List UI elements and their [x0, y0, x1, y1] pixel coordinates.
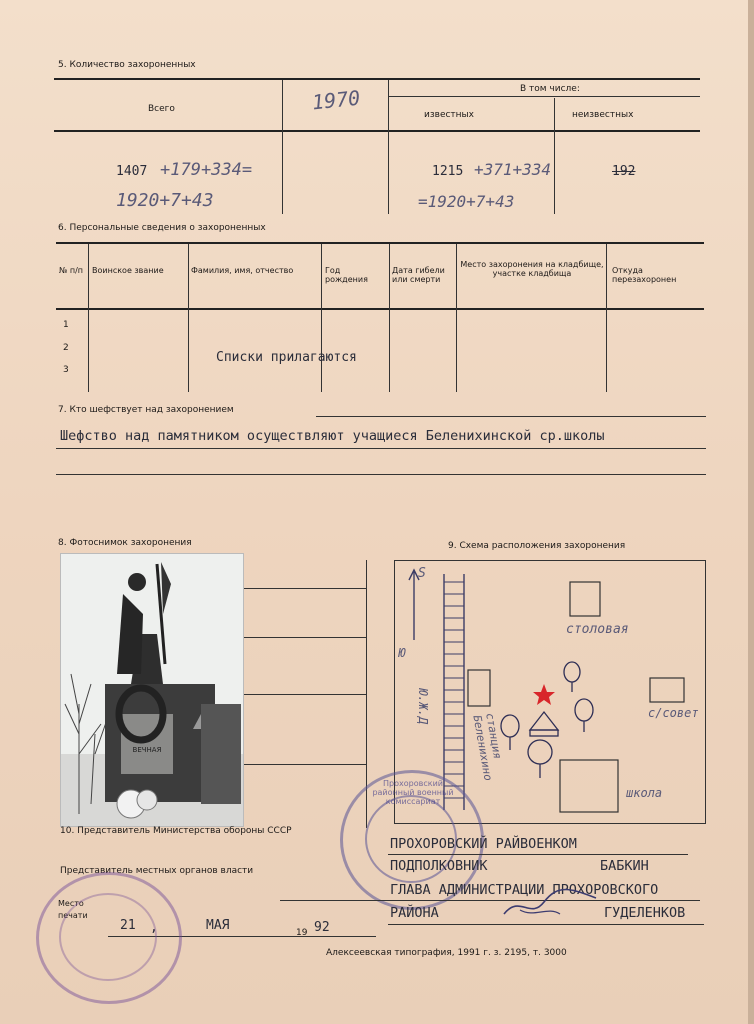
table6-divider — [321, 244, 322, 392]
north-mark: S — [418, 566, 426, 581]
table5-top-line — [54, 78, 700, 80]
svg-text:ВЕЧНАЯ: ВЕЧНАЯ — [132, 746, 162, 754]
place-of-seal-label: Место печати — [58, 899, 88, 920]
page-edge — [748, 0, 754, 1024]
photo-frame-line — [242, 588, 366, 589]
table5-header-line — [54, 130, 700, 132]
section7-line — [56, 474, 706, 475]
signature-line4a: РАЙОНА — [390, 905, 439, 921]
signature-underline — [280, 900, 700, 901]
table6-divider — [606, 244, 607, 392]
signature-line2b: БАБКИН — [600, 858, 649, 874]
section7-title: 7. Кто шефствует над захоронением — [58, 405, 234, 415]
memorial-photo-image — [61, 554, 243, 826]
known-result: =1920+7+43 — [418, 192, 515, 211]
signature-underline — [388, 924, 704, 925]
table5-divider — [282, 80, 283, 214]
section9-title: 9. Схема расположения захоронения — [448, 541, 626, 551]
known-additions: +371+334 — [474, 160, 552, 179]
col-reburied-from: Откуда перезахоронен — [612, 266, 677, 284]
unknown-label: неизвестных — [572, 110, 634, 120]
date-month: МАЯ — [206, 918, 230, 933]
signature-line3: ГЛАВА АДМИНИСТРАЦИИ ПРОХОРОВСКОГО — [390, 882, 659, 898]
patronage-text: Шефство над памятником осуществляют учащиеся Беленихинской ср.школы — [60, 428, 605, 444]
local-authority-label: Представитель местных органов власти — [60, 866, 254, 876]
section7-line — [316, 416, 706, 417]
unknown-typed: 192 — [612, 164, 636, 179]
school-label: школа — [626, 786, 663, 800]
photo-frame-line — [242, 694, 366, 695]
table6-divider — [389, 244, 390, 392]
known-label: известных — [424, 110, 474, 120]
row-number: 1 — [63, 320, 69, 330]
stamp-inner-ring — [59, 893, 157, 981]
railway-label: Ю.Ж.Д — [416, 688, 430, 725]
date-year-prefix: 19 — [296, 928, 308, 938]
signature-underline — [388, 854, 688, 855]
including-label: В том числе: — [520, 84, 580, 94]
signature-scribble — [500, 884, 600, 924]
col-number: № п/п — [59, 266, 84, 275]
printer-info: Алексеевская типография, 1991 г. з. 2195, т. 3000 — [326, 948, 567, 958]
col-name: Фамилия, имя, отчество — [191, 266, 294, 275]
table6-divider — [188, 244, 189, 392]
lists-attached-note: Списки прилагаются — [216, 350, 357, 365]
signature-line1: ПРОХОРОВСКИЙ РАЙВОЕНКОМ — [390, 836, 577, 852]
stamp-text: Прохоровский районный военный комиссариат — [372, 779, 454, 806]
total-label: Всего — [148, 104, 175, 114]
signature-line4b: ГУДЕЛЕНКОВ — [604, 905, 686, 921]
council-label: с/совет — [648, 706, 699, 720]
section10-title: 10. Представитель Министерства обороны СССР — [60, 826, 292, 836]
photo-frame-line — [242, 764, 366, 765]
table6-divider — [88, 244, 89, 392]
section6-title: 6. Персональные сведения о захороненных — [58, 223, 266, 233]
section8-title: 8. Фотоснимок захоронения — [58, 538, 192, 548]
date-year-suffix: 92 — [314, 920, 330, 935]
known-typed: 1215 — [432, 164, 464, 179]
table6-divider — [456, 244, 457, 392]
section7-line — [56, 448, 706, 449]
memorial-photo — [60, 553, 244, 827]
col-birth-year: Год рождения — [325, 266, 368, 284]
station-label: станция Беленихино — [470, 712, 505, 782]
total-result: 1920+7+43 — [116, 190, 214, 211]
total-typed: 1407 — [116, 164, 148, 179]
col-death-date: Дата гибели или смерти — [392, 266, 445, 284]
local-authority-stamp — [36, 872, 182, 1004]
col-burial-place: Место захоронения на кладбище, участке кладбища — [460, 260, 604, 278]
table5-divider — [554, 98, 555, 214]
row-number: 2 — [63, 343, 69, 353]
col-rank: Воинское звание — [92, 266, 164, 275]
signature-line2a: ПОДПОЛКОВНИК — [390, 858, 488, 874]
south-mark: Ю — [398, 646, 406, 660]
date-day: 21 — [120, 918, 136, 933]
row-number: 3 — [63, 365, 69, 375]
total-additions: +179+334= — [160, 160, 253, 180]
photo-frame-line — [242, 637, 366, 638]
date-comma: , — [150, 920, 158, 935]
total-handwritten: 1970 — [310, 85, 362, 115]
section5-title: 5. Количество захороненных — [58, 60, 196, 70]
table5-sub-line — [388, 96, 700, 97]
canteen-label: столовая — [566, 622, 629, 637]
table5-divider — [388, 80, 389, 214]
